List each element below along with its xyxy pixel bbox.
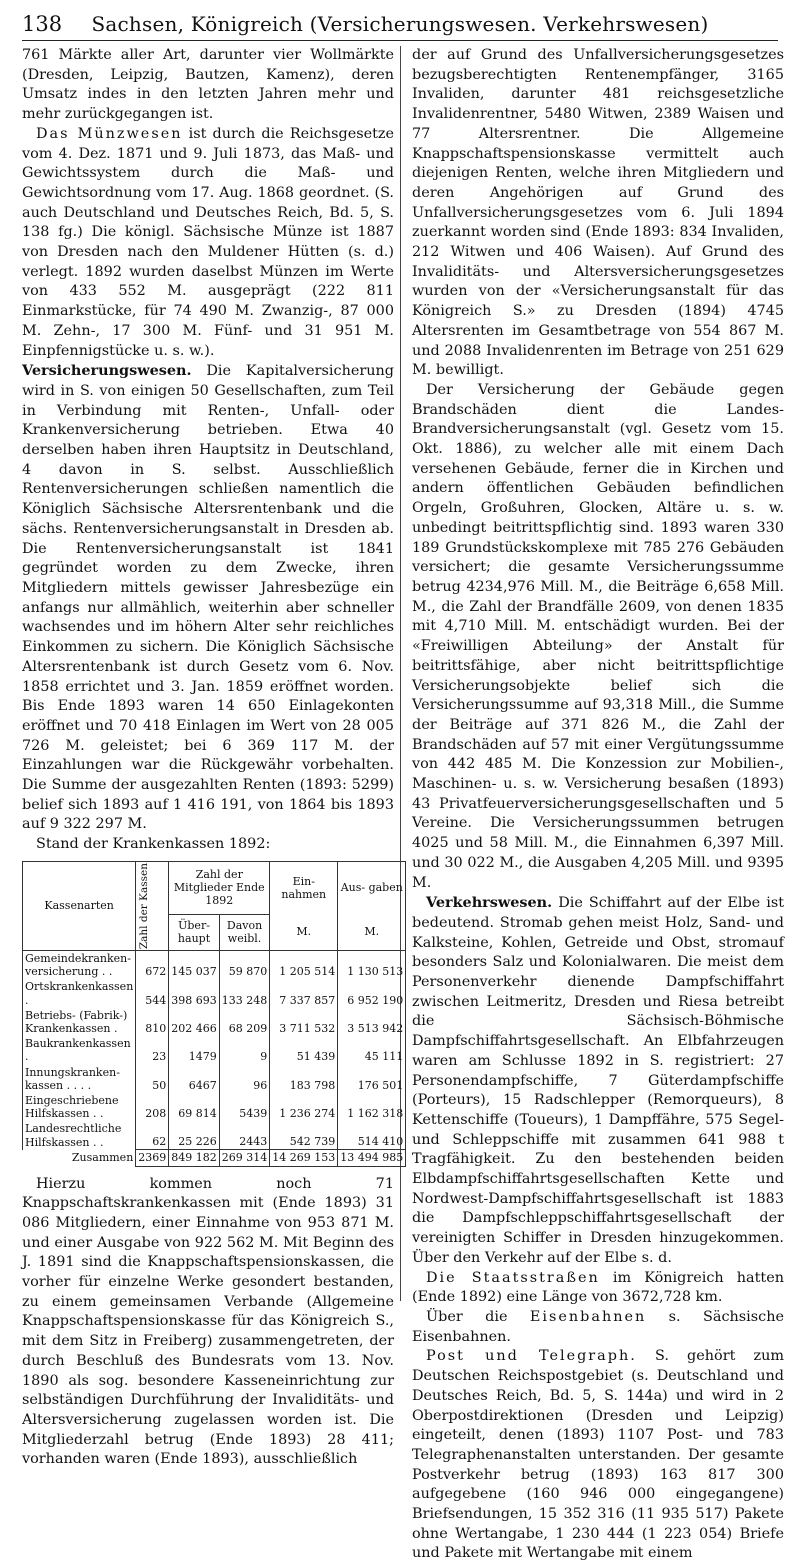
paragraph-eisenbahnen [412, 1308, 784, 1347]
table-row [23, 1036, 406, 1064]
header-unit-ausgaben: M. [338, 914, 406, 950]
paragraph-staatsstrassen [412, 1269, 784, 1308]
page-header [22, 10, 778, 41]
row-name: Landesrechtliche Hilfskassen . . [23, 1121, 136, 1149]
row-ueberhaupt: 69 814 [169, 1093, 220, 1121]
table-row [23, 1065, 406, 1093]
paragraph-maerkte: 761 Märkte aller Art, darunter vier Wollmärkte (Dresden, Leipzig, Bautzen, Kamenz), deren Umsatz indes in den letzten Jahren mehr und mehr zurückgegangen ist. [22, 47, 394, 123]
table-row [23, 1008, 406, 1036]
row-name: Innungskranken- kassen . . . . [23, 1065, 136, 1093]
row-weibl: 133 248 [219, 979, 270, 1007]
page-number: 138 [22, 12, 63, 36]
running-title: Sachsen, Königreich (Versicherungswesen. Verkehrswesen) [91, 12, 709, 36]
row-ausgaben: 6 952 190 [338, 979, 406, 1007]
row-ueberhaupt: 1479 [169, 1036, 220, 1064]
row-kassen: 62 [136, 1121, 169, 1149]
lead-eisenbahnen: Eisenbahnen [529, 1309, 647, 1325]
table-row [23, 1093, 406, 1121]
total-kassen: 2369 [136, 1150, 169, 1166]
table-row [23, 1121, 406, 1149]
total-einnahmen: 14 269 153 [270, 1150, 338, 1166]
total-ausgaben: 13 494 985 [338, 1150, 406, 1166]
lead-post-telegraph: Post und Telegraph. [426, 1348, 637, 1365]
total-weibl: 269 314 [219, 1150, 270, 1166]
text-staatsstrassen: im Königreich hatten (Ende 1892) eine Länge von 3672,728 km. [412, 1269, 784, 1306]
row-weibl: 9 [219, 1036, 270, 1064]
header-zahl-kassen [136, 861, 169, 950]
paragraph-knappschaft: Hierzu kommen noch 71 Knappschaftskrankenkassen mit (Ende 1893) 31 086 Mitgliedern, einer Einnahme von 953 871 M. und einer Ausgabe von 922 562 M. Mit Beginn des J. 1891 sind die Knappschaftspensionskassen, die vorher für einzelne Werke gesondert bestanden, zu einem gemeinsamen Verbande (Allgemeine Knappschaftspensionskasse für das Königreich S., mit dem Sitz in Freiberg) zusammengetreten, der durch Beschluß des Bundesrats vom 13. Nov. 1890 als sog. besondere Kasseneinrichtung zur selbständigen Durchführung der Invaliditäts- und Altersversicherung zugelassen worden ist. Die Mitgliederzahl betrug (Ende 1893) 28 411; vorhanden waren (Ende 1893), ausschließlich [22, 1175, 394, 1468]
total-label: Zusammen [71, 1151, 134, 1165]
row-einnahmen: 1 236 274 [270, 1093, 338, 1121]
table-caption: Stand der Krankenkassen 1892: [36, 836, 271, 853]
paragraph-brandversicherung: Der Versicherung der Gebäude gegen Brandschäden dient die Landes-Brandversicherungsanstalt (vgl. Gesetz vom 15. Okt. 1886), zu welcher alle mit einem Dach versehenen Gebäude, ferner die in Kirchen und andern öffentlichen Gebäuden befindlichen Orgeln, Großuhren, Glocken, Altäre u. s. w. unbedingt beitrittspflichtig sind. 1893 waren 330 189 Grundstückskomplexe mit 785 276 Gebäuden versichert; die gesamte Versicherungssumme betrug 4234,976 Mill. M., die Beiträge 6,658 Mill. M., die Zahl der Brandfälle 2609, von denen 1835 mit 4,710 Mill. M. entschädigt wurden. Bei der «Freiwilligen Abteilung» der Anstalt für beitrittsfähige, aber nicht beitrittspflichtige Versicherungsobjekte belief sich die Versicherungssumme auf 93,318 Mill., die Summe der Beiträge auf 371 826 M., die Zahl der Brandschäden auf 57 mit einer Vergütungssumme von 442 485 M. Die Konzession zur Mobilien-, Maschinen- u. s. w. Versicherung besaßen (1893) 43 Privatfeuerversicherungsgesellschaften und 5 Vereine. Die Versicherungssummen betrugen 4025 und 58 Mill. M., die Einnahmen 6,397 Mill. und 30 022 M., die Ausgaben 4,205 Mill. und 9395 M. [412, 381, 784, 891]
row-kassen: 50 [136, 1065, 169, 1093]
paragraph-versicherungswesen [22, 361, 394, 835]
row-name: Ortskrankenkassen . [23, 979, 136, 1007]
paragraph-verkehrswesen [412, 893, 784, 1268]
row-kassen: 544 [136, 979, 169, 1007]
text-versicherungswesen: Die Kapitalversicherung wird in S. von einigen 50 Gesellschaften, zum Teil in Verbindung mit Renten-, Unfall- oder Krankenversicherung betrieben. Etwa 40 derselben haben ihren Hauptsitz in Deutschland, 4 davon in S. selbst. Ausschließlich Rentenversicherungen schließen namentlich die Königlich Sächsische Altersrentenbank und die sächs. Rentenversicherungsanstalt in Dresden ab. Die Rentenversicherungsanstalt ist 1841 gegründet worden zu dem Zwecke, ihren Mitgliedern mittels gewisser Jahresbezüge ein anfangs nur allmählich, weiterhin aber schneller wachsendes und im höhern Alter sehr reichliches Einkommen zu sichern. Die Königlich Sächsische Altersrentenbank ist durch Gesetz vom 6. Nov. 1858 errichtet und 3. Jan. 1859 eröffnet worden. Bis Ende 1893 waren 14 650 Einlagekonten eröffnet und 70 418 Einlagen im Wert von 28 005 726 M. geleistet; bei 6 369 117 M. der Einzahlungen war die Rückgewähr vorbehalten. Die Summe der ausgezahlten Renten (1893: 5299) belief sich 1893 auf 1 416 191, von 1864 bis 1893 auf 9 322 297 M. [22, 363, 394, 833]
text-verkehrswesen: Die Schiffahrt auf der Elbe ist bedeutend. Stromab gehen meist Holz, Sand- und Kalksteine, Kohlen, Getreide und Obst, stromauf besonders Salz und Kolonialwaren. Die meist dem Personenverkehr dienende Dampfschiffahrt zwischen Leitmeritz, Dresden und Riesa betreibt die Sächsisch-Böhmische Dampfschiffahrtsgesellschaft. An Elbfahrzeugen waren am Schlusse 1892 in S. registriert: 27 Personendampfschiffe, 7 Güterdampfschiffe (Porteurs), 15 Radschlepper (Remorqueurs), 8 Kettenschiffe (Toueurs), 1 Dampffähre, 575 Segel- und Schleppschiffe mit zusammen 641 988 t Tragfähigkeit. Zu den bestehenden beiden Elbdampfschiffahrtsgesellschaften Kette und Nordwest-Dampfschiffahrtsgesellschaft ist 1883 die Dampfschleppschiffahrtsgesellschaft der vereinigten Schiffer in Dresden hinzugekommen. Über den Verkehr auf der Elbe s. d. [412, 895, 784, 1266]
row-kassen: 23 [136, 1036, 169, 1064]
header-kassenarten: Kassenarten [23, 861, 136, 950]
paragraph-muenzwesen [22, 125, 394, 361]
table-row [23, 951, 406, 980]
row-name: Gemeindekranken- versicherung . . [23, 951, 136, 980]
row-ueberhaupt: 202 466 [169, 1008, 220, 1036]
row-name: Eingeschriebene Hilfskassen . . [23, 1093, 136, 1121]
pre-eisenbahnen: Über die [426, 1309, 530, 1325]
row-ueberhaupt: 25 226 [169, 1121, 220, 1149]
header-ueberhaupt: Über- haupt [169, 914, 220, 950]
row-ausgaben: 514 410 [338, 1121, 406, 1149]
total-ueberhaupt: 849 182 [169, 1150, 220, 1166]
row-ausgaben: 1 130 513 [338, 951, 406, 980]
row-ueberhaupt: 398 693 [169, 979, 220, 1007]
row-ueberhaupt: 145 037 [169, 951, 220, 980]
text-eisenbahnen: s. Sächsische Eisenbahnen. [412, 1309, 785, 1345]
header-zahl-kassen-text: Zahl der Kassen [138, 862, 151, 949]
row-einnahmen: 542 739 [270, 1121, 338, 1149]
text-post-telegraph: S. gehört zum Deutschen Reichspostgebiet (s. Deutschland und Deutsches Reich, Bd. 5, S. 144a) und wird in 2 Oberpostdirektionen (Dresden und Leipzig) eingeteilt, denen (1893) 1107 Post- und 783 Telegraphenanstalten unterstanden. Der gesamte Postverkehr betrug (1893) 163 817 300 aufgegebene (160 946 000 eingegangene) Briefsendungen, 15 352 316 (11 935 517) Pakete ohne Wertangabe, 1 230 444 (1 223 054) Briefe und Pakete mit Wertangabe mit einem [412, 1348, 785, 1562]
text-muenzwesen: ist durch die Reichsgesetze vom 4. Dez. 1871 und 9. Juli 1873, das Maß- und Gewichtssystem durch die Maß- und Gewichtsordnung vom 17. Aug. 1868 geordnet. (S. auch Deutschland und Deutsches Reich, Bd. 5, S. 138 fg.) Die königl. Sächsische Münze ist 1887 von Dresden nach den Muldener Hütten (s. d.) verlegt. 1892 wurden daselbst Münzen im Werte von 433 552 M. ausgeprägt (222 811 Einmarkstücke, für 74 490 M. Zwanzig-, 87 000 M. Zehn-, 17 300 M. Fünf- und 31 951 M. Einpfennigstücke u. s. w.). [22, 125, 395, 359]
row-einnahmen: 7 337 857 [270, 979, 338, 1007]
row-kassen: 208 [136, 1093, 169, 1121]
header-davon-weibl: Davon weibl. [219, 914, 270, 950]
row-ausgaben: 45 111 [338, 1036, 406, 1064]
row-weibl: 5439 [219, 1093, 270, 1121]
row-einnahmen: 3 711 532 [270, 1008, 338, 1036]
row-kassen: 810 [136, 1008, 169, 1036]
row-ausgaben: 1 162 318 [338, 1093, 406, 1121]
row-einnahmen: 183 798 [270, 1065, 338, 1093]
header-einnahmen: Ein- nahmen [270, 861, 338, 914]
table-total-row [23, 1150, 406, 1166]
header-unit-einnahmen: M. [270, 914, 338, 950]
lead-verkehrswesen: Verkehrswesen. [426, 894, 553, 912]
table-row [23, 979, 406, 1007]
lead-staatsstrassen: Die Staatsstraßen [426, 1269, 600, 1286]
row-ueberhaupt: 6467 [169, 1065, 220, 1093]
paragraph-rentenempfaenger: der auf Grund des Unfallversicherungsgesetzes bezugsberechtigten Rentenempfänger, 3165 Invaliden, darunter 481 reichsgesetzliche Invalidenrentner, 5480 Witwen, 2389 Waisen und 77 Altersrentner. Die Allgemeine Knappschaftspensionskasse vermittelt auch diejenigen Renten, welche ihren Mitgliedern und deren Angehörigen auf Grund des Unfallversicherungsgesetzes vom 6. Juli 1894 zuerkannt worden sind (Ende 1893: 834 Invaliden, 212 Witwen und 406 Waisen). Auf Grund des Invaliditäts- und Altersversicherungsgesetzes wurden von der «Versicherungsanstalt für das Königreich S.» zu Dresden (1894) 4745 Altersrenten im Gesamtbetrage von 554 867 M. und 2088 Invalidenrenten im Betrage von 251 629 M. bewilligt. [412, 47, 784, 379]
row-ausgaben: 3 513 942 [338, 1008, 406, 1036]
row-weibl: 96 [219, 1065, 270, 1093]
row-ausgaben: 176 501 [338, 1065, 406, 1093]
row-weibl: 59 870 [219, 951, 270, 980]
header-ausgaben: Aus- gaben [338, 861, 406, 914]
paragraph-post-telegraph [412, 1347, 784, 1564]
row-kassen: 672 [136, 951, 169, 980]
lead-versicherungswesen: Versicherungswesen. [22, 362, 192, 380]
row-weibl: 2443 [219, 1121, 270, 1149]
left-column [22, 46, 404, 1470]
header-mitglieder: Zahl der Mitglieder Ende 1892 [169, 861, 270, 914]
lead-muenzwesen: Das Münzwesen [36, 125, 183, 142]
row-einnahmen: 51 439 [270, 1036, 338, 1064]
krankenkassen-table [22, 861, 406, 1167]
right-column [412, 46, 784, 1564]
row-einnahmen: 1 205 514 [270, 951, 338, 980]
row-name: Betriebs- (Fabrik-) Krankenkassen . [23, 1008, 136, 1036]
row-weibl: 68 209 [219, 1008, 270, 1036]
row-name: Baukrankenkassen . [23, 1036, 136, 1064]
